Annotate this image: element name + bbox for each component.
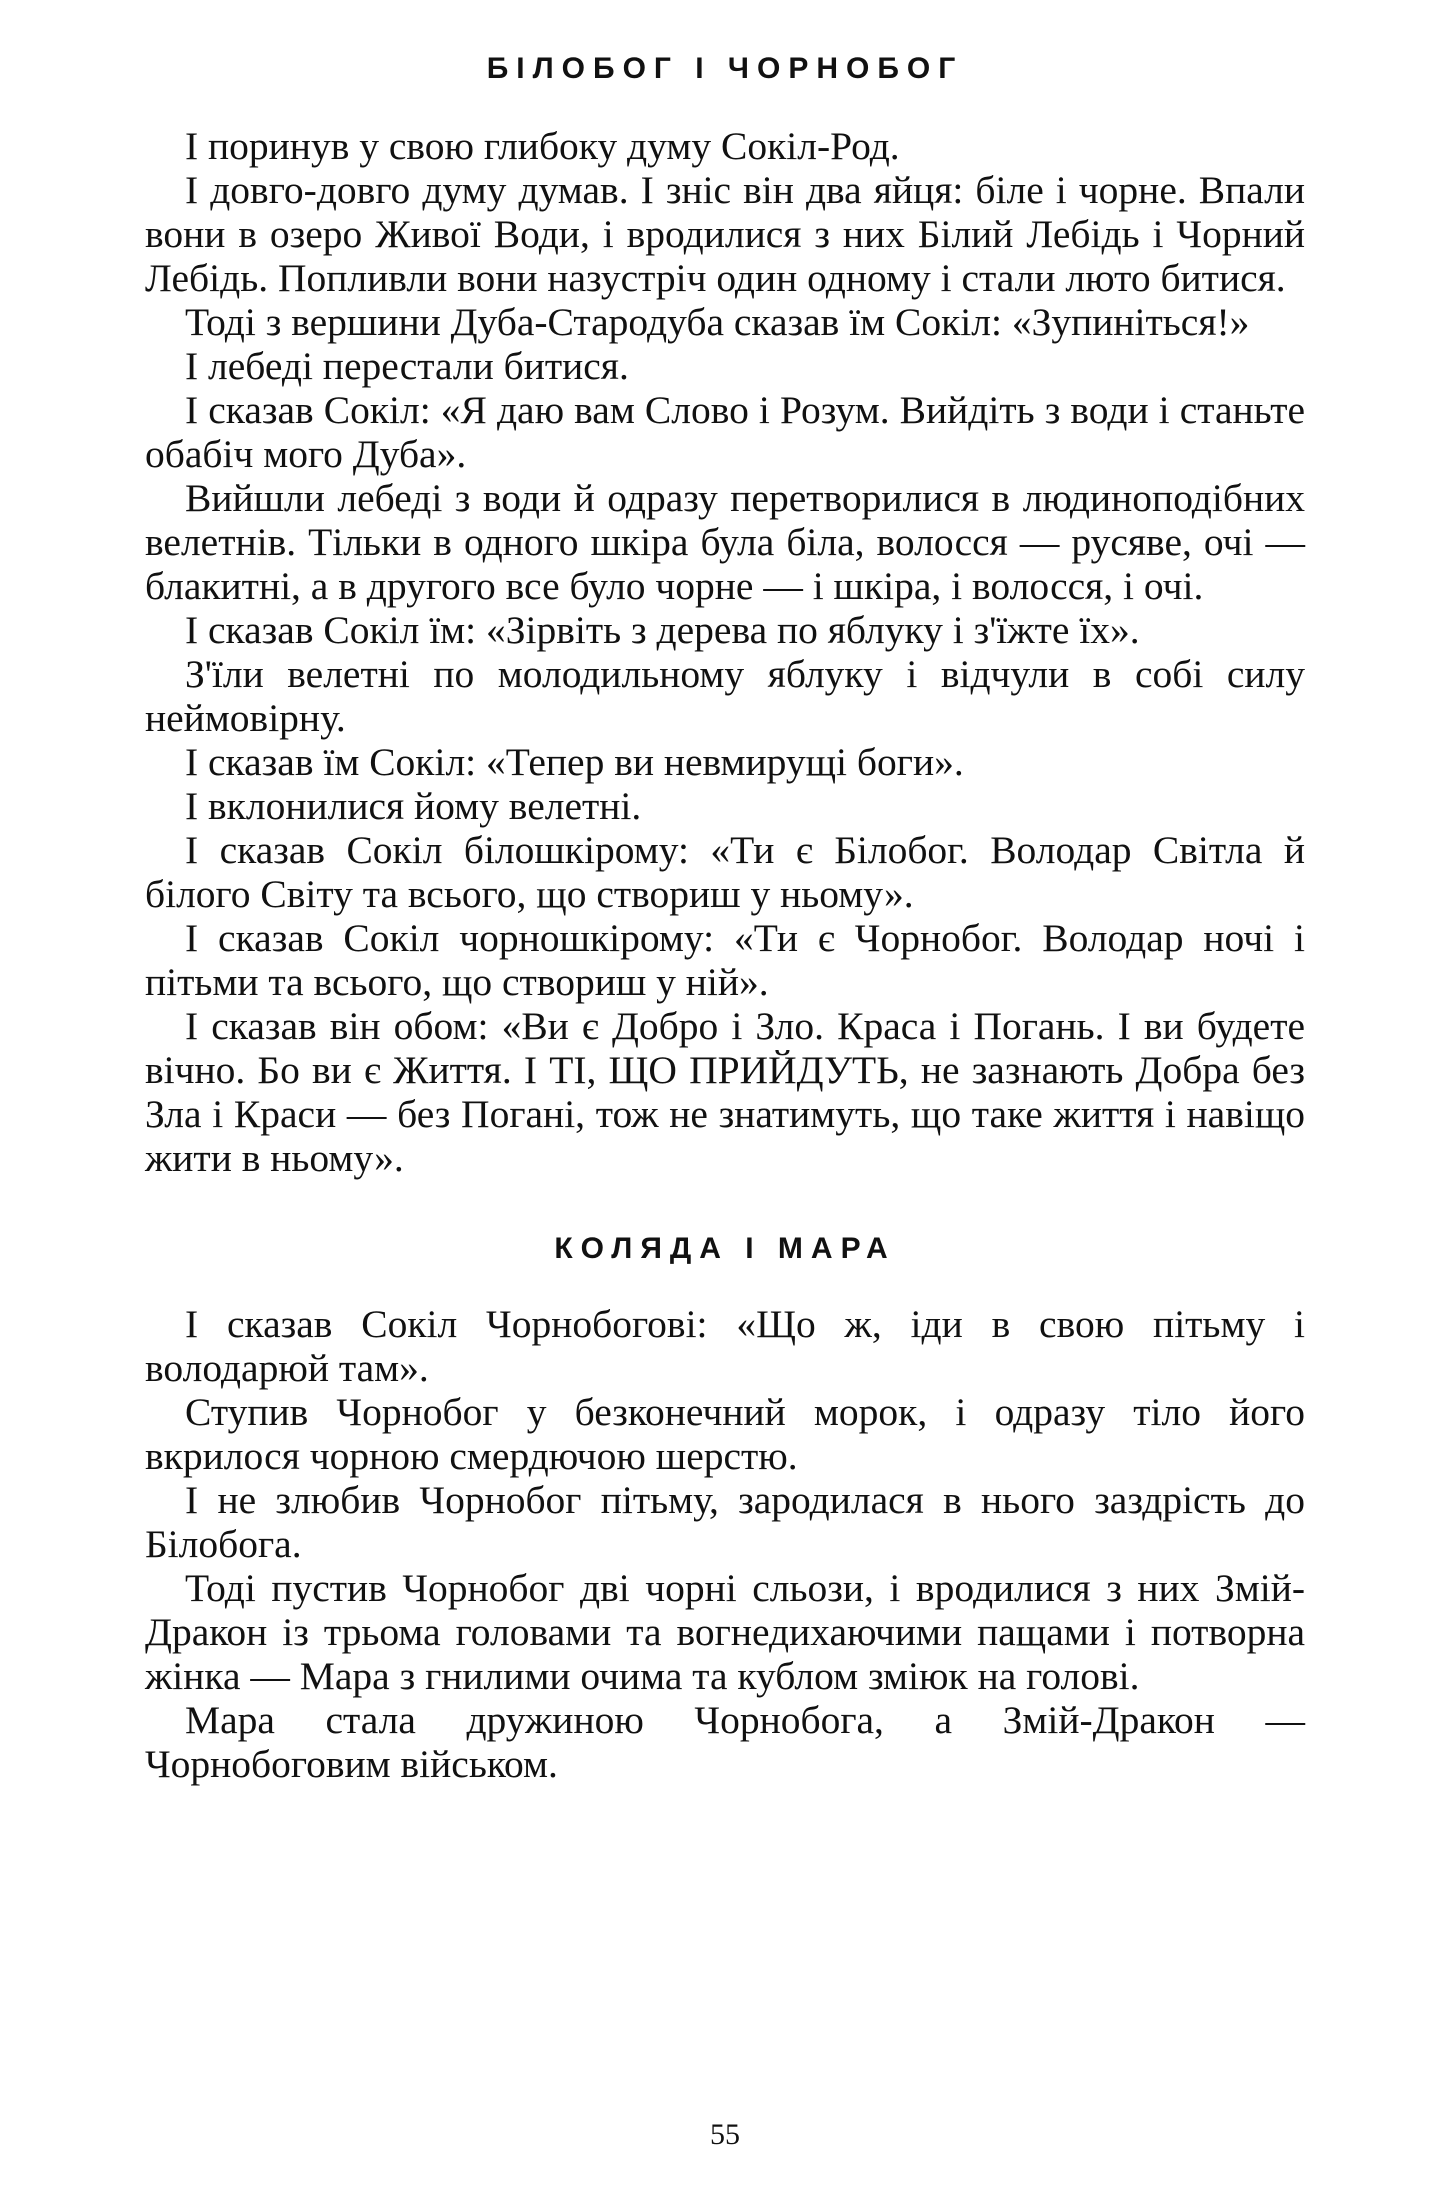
paragraph: Вийшли лебеді з води й одразу перетворилися в людиноподібних велетнів. Тільки в одного шкіра була біла, волосся — русяве, очі — блакитні, а в другого все було чорне — і шкіра, і волосся, і очі.: [145, 476, 1305, 608]
paragraph: І сказав Сокіл їм: «Зірвіть з дерева по яблуку і з'їжте їх».: [185, 608, 1140, 652]
paragraph: І сказав він обом: «Ви є Добро і Зло. Краса і Погань. І ви будете вічно. Бо ви є Життя. І ТІ, ЩО ПРИЙДУТЬ, не зазнають Добра без Зла і Краси — без Погані, тож не знатимуть, що таке життя і навіщо жити в ньому».: [145, 1004, 1305, 1180]
paragraph: Тоді пустив Чорнобог дві чорні сльози, і вродилися з них Змій-Дракон із трьома головами та вогнедихаючими пащами і потворна жінка — Мара з гнилими очима та кублом зміюк на голові.: [145, 1566, 1305, 1698]
paragraph: І поринув у свою глибоку думу Сокіл-Род.: [185, 124, 900, 168]
section-body-koliada-mara: [145, 1302, 1305, 1786]
paragraph: З'їли велетні по молодильному яблуку і відчули в собі силу неймовірну.: [145, 652, 1305, 740]
paragraph: І лебеді перестали битися.: [185, 344, 629, 388]
section-title-bilobog-chornobog: БІЛОБОГ І ЧОРНОБОГ: [486, 52, 964, 85]
book-page: [145, 52, 1305, 1786]
paragraph: І не злюбив Чорнобог пітьму, зародилася в нього заздрість до Білобога.: [145, 1478, 1305, 1566]
paragraph: І довго-довго думу думав. І зніс він два яйця: біле і чорне. Впали вони в озеро Живої Води, і вродилися з них Білий Лебідь і Чорний Лебідь. Попливли вони назустріч один одному і стали люто битися.: [145, 168, 1305, 300]
paragraph: І сказав їм Сокіл: «Тепер ви невмирущі боги».: [185, 740, 964, 784]
paragraph: І вклонилися йому велетні.: [185, 784, 642, 828]
paragraph: І сказав Сокіл білошкірому: «Ти є Білобог. Володар Світла й білого Світу та всього, що створиш у ньому».: [145, 828, 1305, 916]
paragraph: Ступив Чорнобог у безконечний морок, і одразу тіло його вкрилося чорною смердючою шерстю.: [145, 1390, 1305, 1478]
page-number: 55: [710, 2118, 740, 2151]
section-title-koliada-mara: КОЛЯДА І МАРА: [554, 1232, 896, 1265]
paragraph: Мара стала дружиною Чорнобога, а Змій-Дракон — Чорнобоговим військом.: [145, 1698, 1305, 1786]
section-body-bilobog-chornobog: [145, 124, 1305, 1180]
paragraph: І сказав Сокіл чорношкірому: «Ти є Чорнобог. Володар ночі і пітьми та всього, що створиш у ній».: [145, 916, 1305, 1004]
paragraph: І сказав Сокіл: «Я даю вам Слово і Розум. Вийдіть з води і станьте обабіч мого Дуба».: [145, 388, 1305, 476]
paragraph: І сказав Сокіл Чорнобогові: «Що ж, іди в свою пітьму і володарюй там».: [145, 1302, 1305, 1390]
paragraph: Тоді з вершини Дуба-Стародуба сказав їм Сокіл: «Зупиніться!»: [185, 300, 1250, 344]
